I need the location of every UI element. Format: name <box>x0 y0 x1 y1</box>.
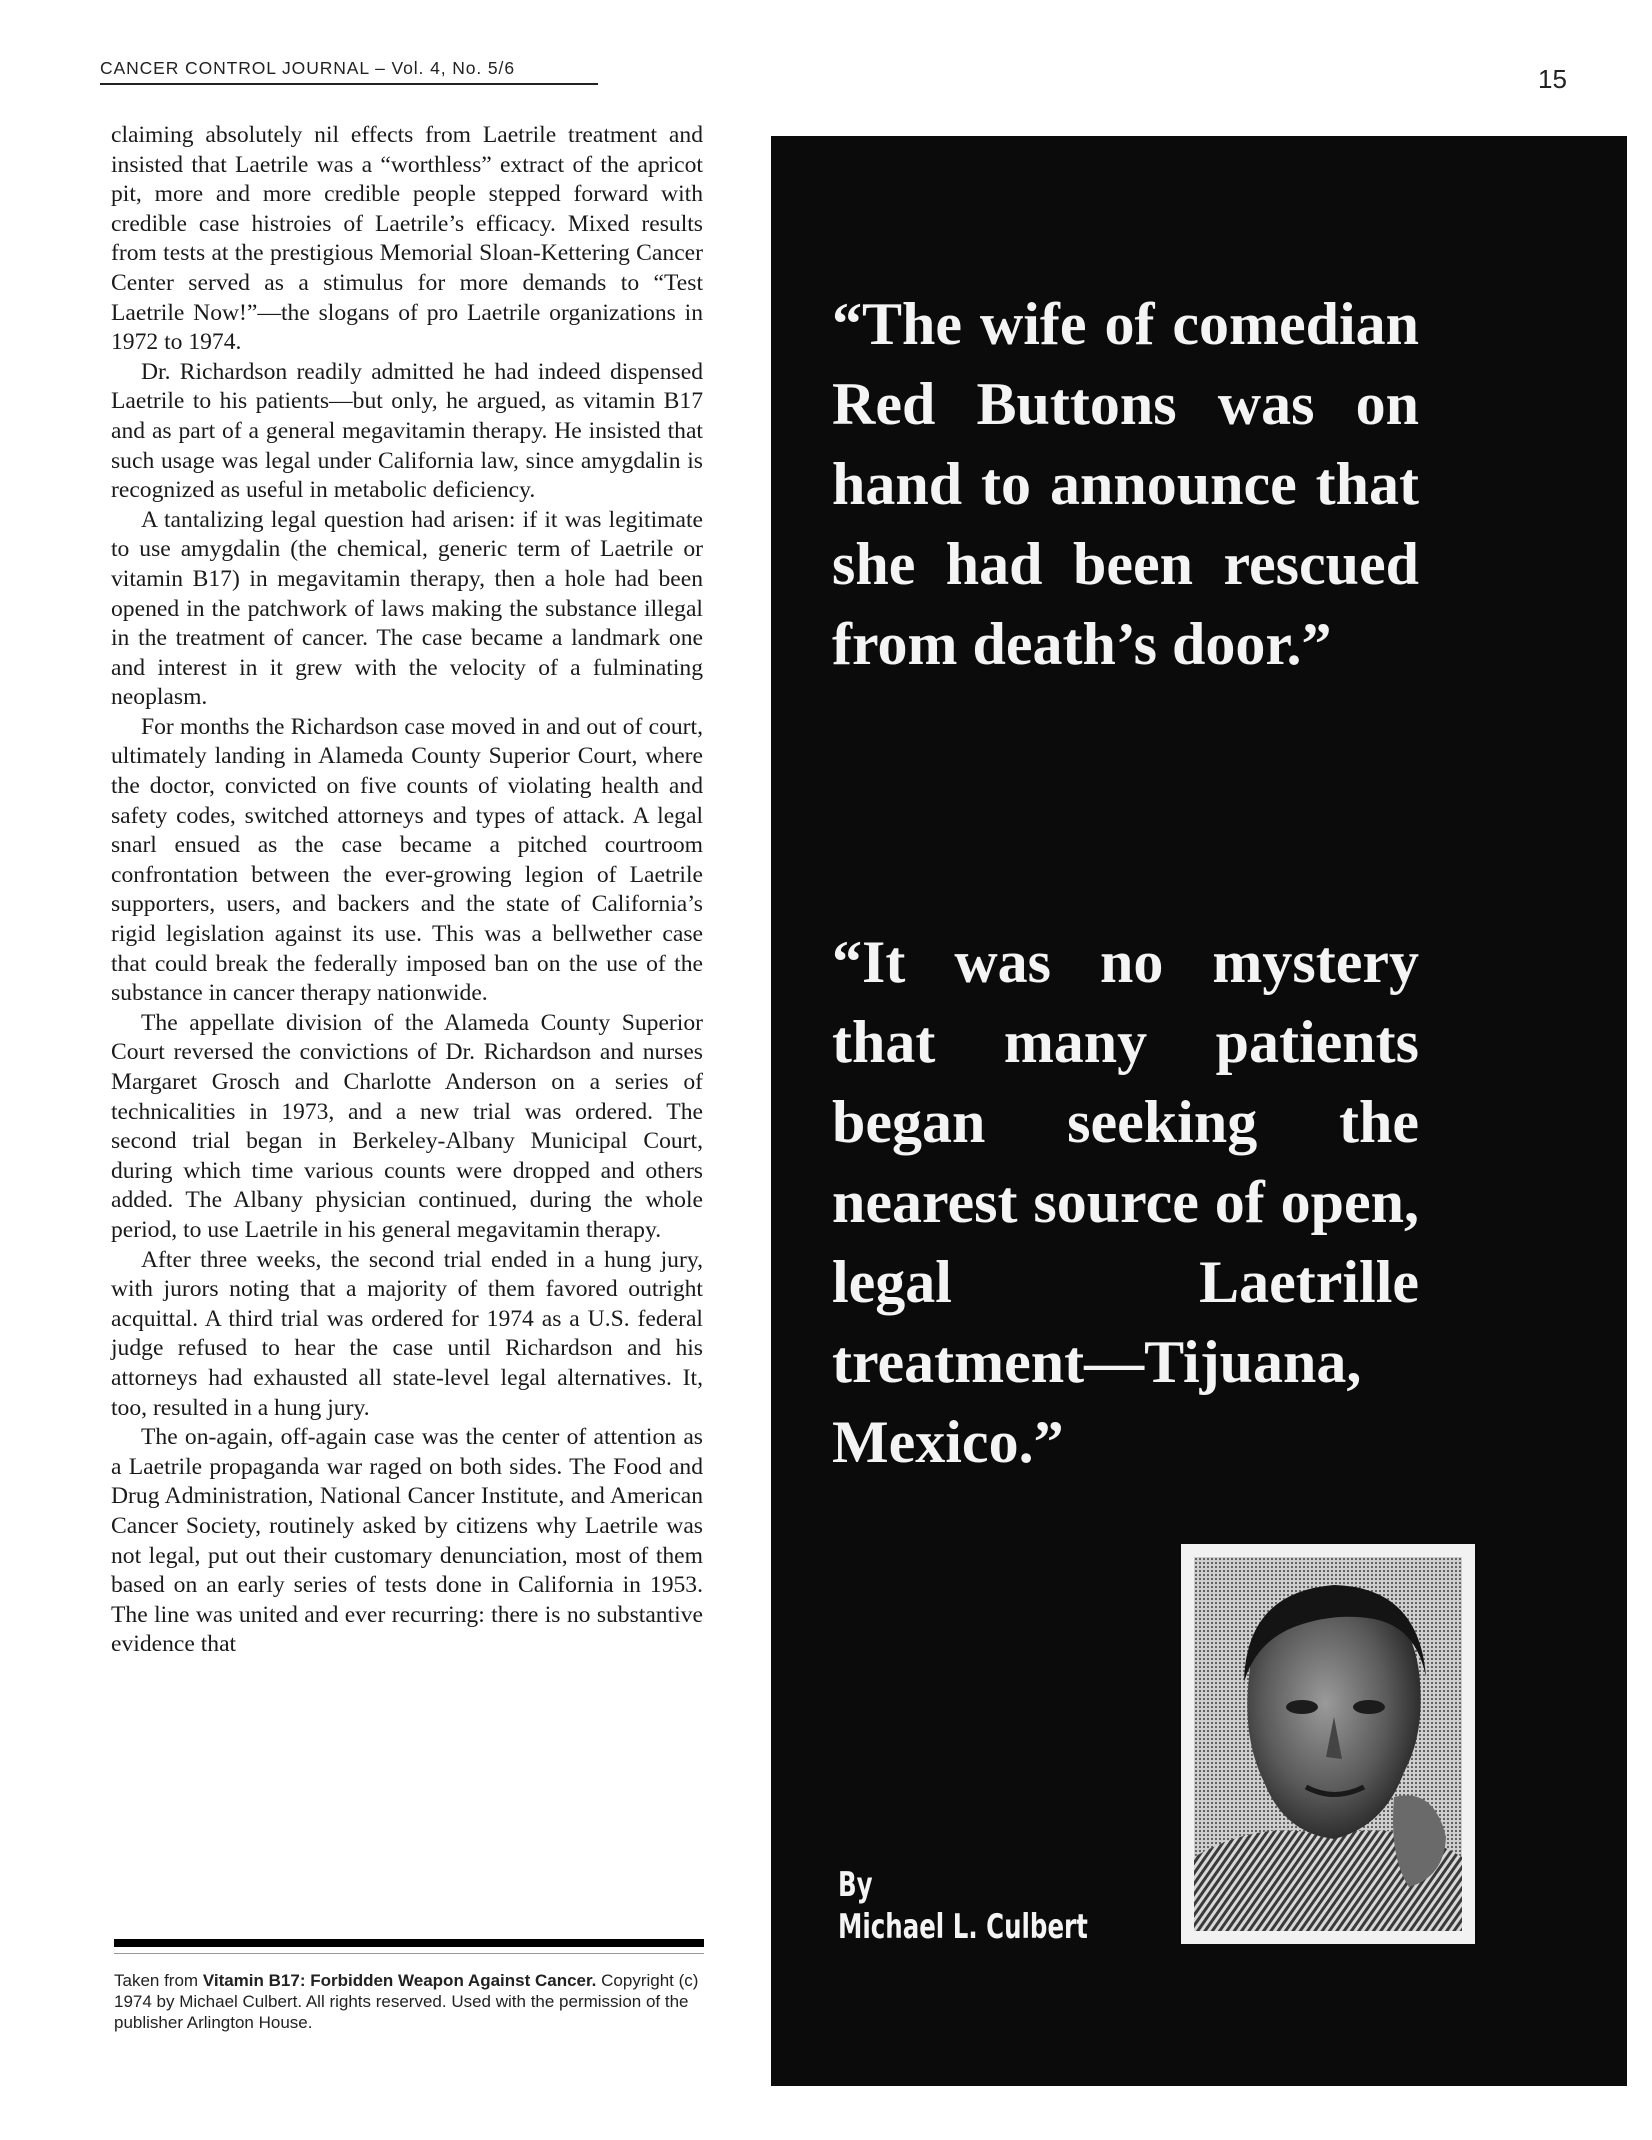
article-paragraph: claiming absolutely nil effects from Laetrile treatment and insisted that Laetrile was a “worthless” extract of the apricot pit, more and more credible people stepped forward with credible case histroies of Laetrile’s efficacy. Mixed results from tests at the prestigious Memorial Sloan-Kettering Cancer Center served as a stimulus for more demands to “Test Laetrile Now!”—the slogans of pro Laetrile organizations in 1972 to 1974. <box>111 122 703 356</box>
article-paragraph: A tantalizing legal question had arisen: if it was legitimate to use amygdalin (the chemical, generic term of Laetrile or vitamin B17) in megavitamin therapy, then a hole had been opened in the patchwork of laws making the substance illegal in the treatment of cancer. The case became a landmark one and interest in it grew with the velocity of a fulminating neoplasm. <box>111 506 703 711</box>
article-paragraph: After three weeks, the second trial ended in a hung jury, with jurors noting that a majority of them favored outright acquittal. A third trial was ordered for 1974 as a U.S. federal judge refused to hear the case until Richardson and his attorneys had exhausted all state-level legal alternatives. It, too, resulted in a hung jury. <box>111 1246 703 1421</box>
article-body-column <box>111 121 703 1911</box>
pull-quote-panel <box>771 136 1627 2086</box>
article-paragraph: The on-again, off-again case was the center of attention as a Laetrile propaganda war raged on both sides. The Food and Drug Administration, National Cancer Institute, and American Cancer Society, routinely asked by citizens why Laetrile was not legal, put out their customary denunciation, most of them based on an early series of tests done in California in 1953. The line was united and ever recurring: there is no substantive evidence that <box>111 1424 703 1658</box>
author-byline <box>838 1864 1088 1948</box>
footnote-divider-thin <box>114 1953 704 1954</box>
footnote-suffix: Copyright (c) 1974 by Michael Culbert. All rights reserved. Used with the permission of the publisher Arlington House. <box>114 1971 699 2032</box>
author-photo <box>1181 1544 1475 1944</box>
article-paragraph: For months the Richardson case moved in and out of court, ultimately landing in Alameda County Superior Court, where the doctor, convicted on five counts of violating health and safety codes, switched attorneys and types of attack. A legal snarl ensued as the case became a pitched courtroom confrontation between the ever-growing legion of Laetrile supporters, users, and backers and the state of California’s rigid legislation against its use. This was a bellwether case that could break the federally imposed ban on the use of the substance in cancer therapy nationwide. <box>111 713 703 1007</box>
article-paragraph: Dr. Richardson readily admitted he had indeed dispensed Laetrile to his patients—but only, he argued, as vitamin B17 and as part of a general megavitamin therapy. He insisted that such usage was legal under California law, since amygdalin is recognized as useful in metabolic deficiency. <box>111 358 703 504</box>
page-number: 15 <box>1538 64 1567 94</box>
author-portrait-image <box>1194 1557 1462 1931</box>
running-header: CANCER CONTROL JOURNAL – Vol. 4, No. 5/6 <box>100 58 598 85</box>
byline-by: By <box>838 1865 873 1905</box>
byline-author-name: Michael L. Culbert <box>838 1907 1088 1947</box>
pull-quote-1: “The wife of comedian Red Buttons was on hand to announce that she had been rescued from death’s door.” <box>832 291 1419 677</box>
footnote-prefix: Taken from <box>114 1971 203 1990</box>
pull-quote-2: “It was no mystery that many patients began seeking the nearest source of open, legal Laetrille treatment—Tijuana, Mexico.” <box>832 929 1419 1475</box>
source-footnote <box>114 1970 714 2033</box>
article-paragraph: The appellate division of the Alameda County Superior Court reversed the convictions of Dr. Richardson and nurses Margaret Grosch and Charlotte Anderson on a series of technicalities in 1973, and a new trial was ordered. The second trial began in Berkeley-Albany Municipal Court, during which time various counts were dropped and others added. The Albany physician continued, during the whole period, to use Laetrile in his general megavitamin therapy. <box>111 1009 703 1243</box>
footnote-book-title: Vitamin B17: Forbidden Weapon Against Cancer. <box>202 1971 597 1990</box>
footnote-divider-thick <box>114 1939 704 1947</box>
